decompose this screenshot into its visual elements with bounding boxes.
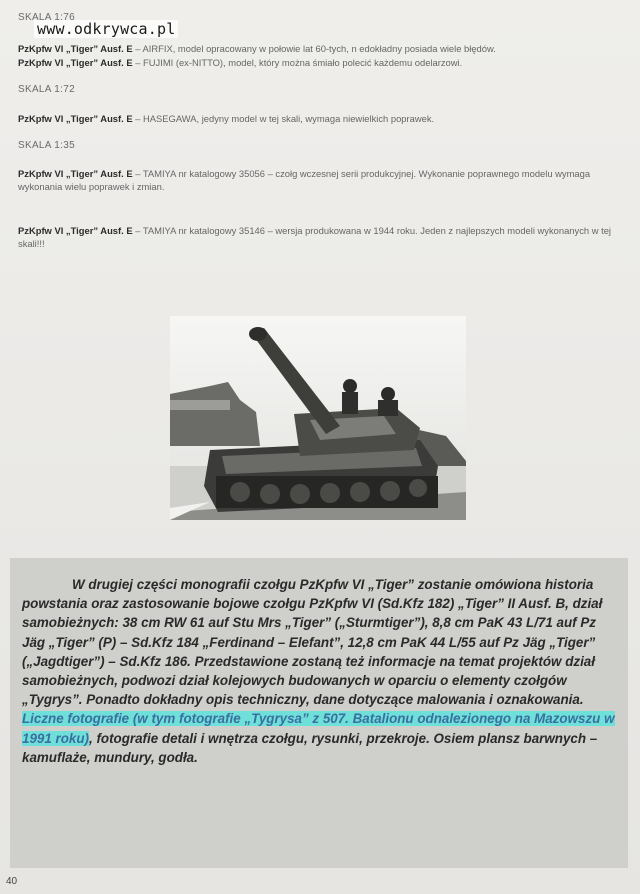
entry-description: – TAMIYA nr katalogowy 35146 – wersja produkowana w 1944 roku. Jeden z najlepszych modeli wykonanych w tej skali!!! xyxy=(18,225,611,249)
entry-airfix xyxy=(18,42,628,55)
entry-model-name: PzKpfw VI „Tiger” Ausf. E xyxy=(18,43,133,54)
monograph-announcement-text xyxy=(22,575,622,767)
announcement-text-main: W drugiej części monografii czołgu PzKpfw VI „Tiger” zostanie omówiona historia powstania oraz zastosowanie bojowe czołgu PzKpfw VI (Sd.Kfz 182) „Tiger” II Ausf. B, dział samobieżnych: 38 cm RW 61 auf Stu Mrs „Tiger” („Sturmtiger”), 8,8 cm PaK 43 L/71 auf Pz Jäg „Tiger” (P) – Sd.Kfz 184 „Ferdinand – Elefant”, 12,8 cm PaK 44 L/55 auf Pz Jäg „Tiger” („Jagdtiger”) – Sd.Kfz 186. Przedstawione zostaną też informacje na temat projektów dział samobieżnych, podwozi dział kolejowych budowanych w oparciu o elementy czołgów „Tygrys”. Ponadto dokładny opis techniczny, dane dotyczące malowania i oznakowania. xyxy=(22,577,603,708)
tank-photo xyxy=(170,316,466,520)
entry-model-name: PzKpfw VI „Tiger” Ausf. E xyxy=(18,113,133,124)
scale-heading-1-35: SKALA 1:35 xyxy=(18,140,75,151)
entry-tamiya-35146 xyxy=(18,224,628,250)
entry-hasegawa xyxy=(18,112,628,125)
entry-model-name: PzKpfw VI „Tiger” Ausf. E xyxy=(18,225,133,236)
entry-fujimi xyxy=(18,56,628,69)
scale-heading-1-72: SKALA 1:72 xyxy=(18,84,75,95)
entry-model-name: PzKpfw VI „Tiger” Ausf. E xyxy=(18,57,133,68)
tank-photo-illustration xyxy=(170,316,466,520)
entry-description: – AIRFIX, model opracowany w połowie lat 60-tych, n edokładny posiada wiele błędów. xyxy=(132,43,496,54)
entry-description: – TAMIYA nr katalogowy 35056 – czołg wczesnej serii produkcyjnej. Wykonanie poprawnego modelu wymaga wykonania wielu poprawek i zmian. xyxy=(18,168,591,192)
entry-tamiya-35056 xyxy=(18,167,628,193)
announcement-text-end: , fotografie detali i wnętrza czołgu, rysunki, przekroje. Osiem plansz barwnych – kamuflaże, mundury, godła. xyxy=(22,730,598,765)
page-number: 40 xyxy=(6,876,18,887)
watermark-text: www.odkrywca.pl xyxy=(34,20,178,38)
entry-model-name: PzKpfw VI „Tiger” Ausf. E xyxy=(18,168,133,179)
entry-description: – FUJIMI (ex-NITTO), model, który można śmiało polecić każdemu odelarzowi. xyxy=(132,57,463,68)
scale-heading-1-76: SKALA 1:76 xyxy=(18,12,75,23)
entry-description: – HASEGAWA, jedyny model w tej skali, wymaga niewielkich poprawek. xyxy=(132,113,435,124)
highlighted-photo-note: Liczne fotografie (w tym fotografie „Tygrysa” z 507. Batalionu odnalezionego na Mazowszu w 1991 roku) xyxy=(22,711,615,746)
